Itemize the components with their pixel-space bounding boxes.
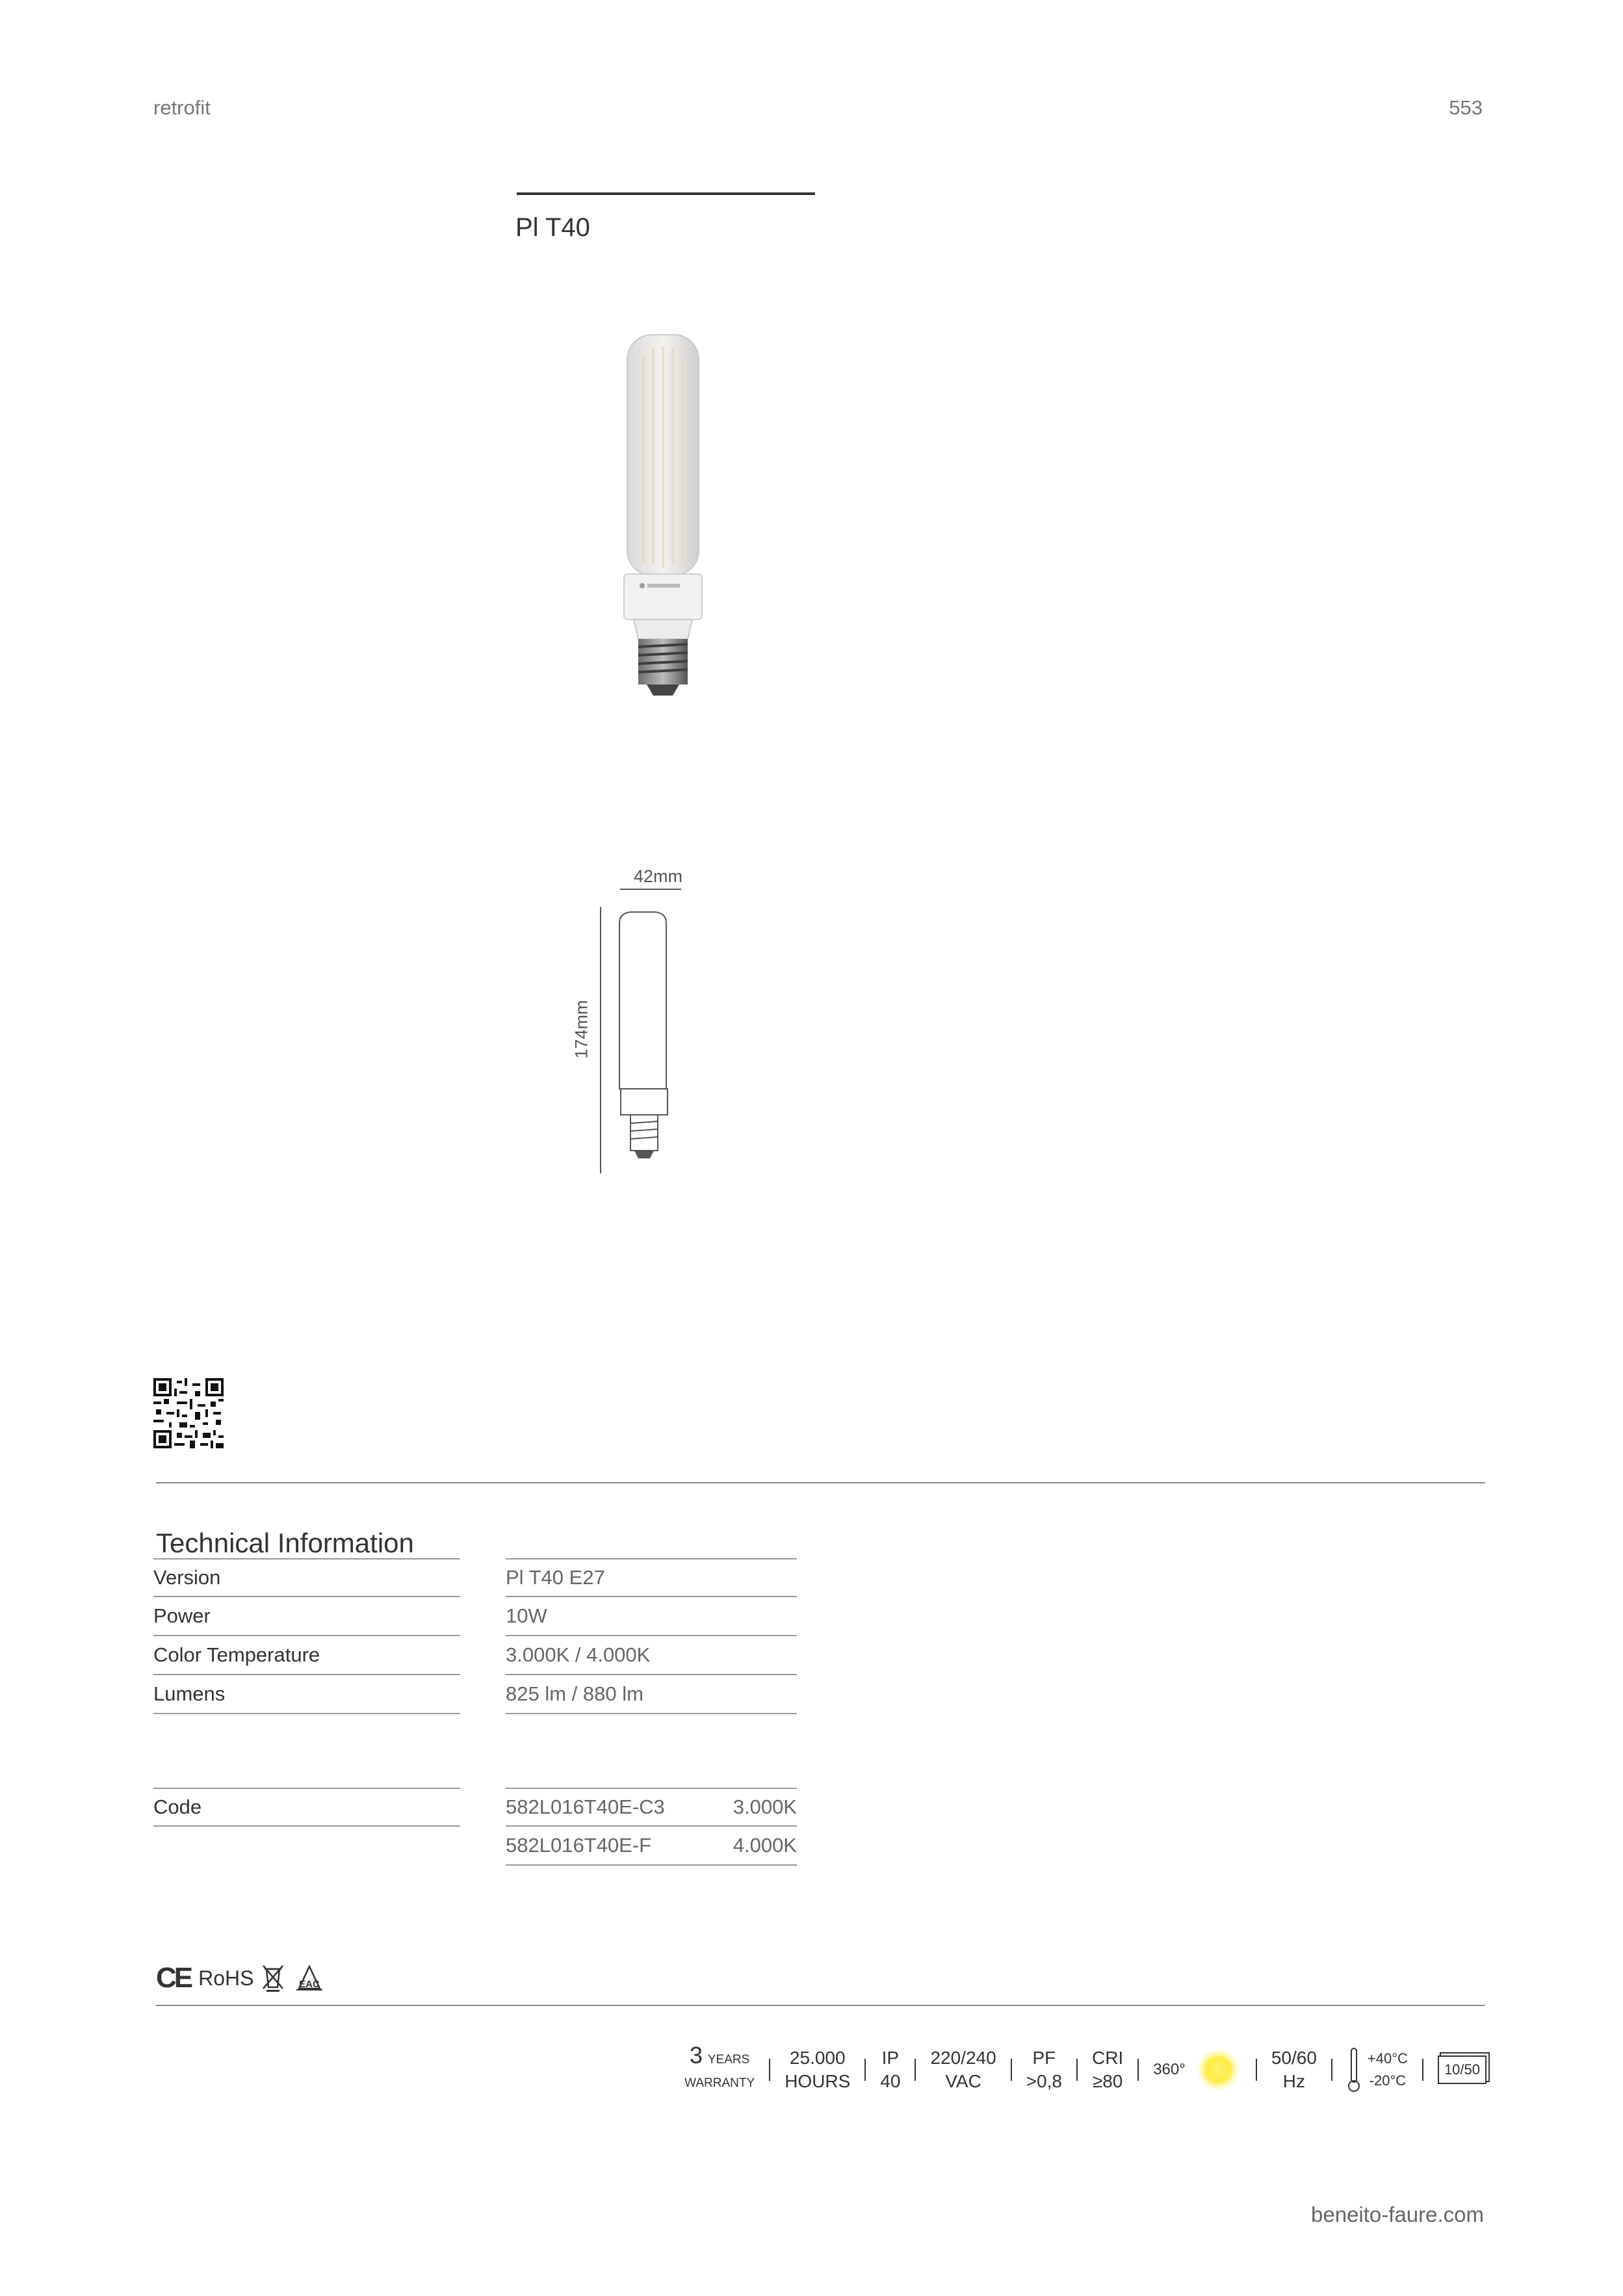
code-label: Code bbox=[153, 1795, 202, 1818]
spec-row bbox=[153, 1636, 460, 1675]
rohs-label: RoHS bbox=[198, 1966, 254, 1990]
code-temperature: 4.000K bbox=[733, 1834, 797, 1857]
product-title: Pl T40 bbox=[515, 213, 590, 242]
warranty-unit: YEARS bbox=[707, 2053, 750, 2067]
ip-label: IP bbox=[881, 2047, 900, 2068]
spec-value: 825 lm / 880 lm bbox=[506, 1682, 643, 1705]
voltage-label: VAC bbox=[945, 2070, 981, 2091]
warranty-spec bbox=[670, 2044, 769, 2095]
title-rule bbox=[517, 192, 815, 195]
temperature-spec bbox=[1332, 2047, 1422, 2093]
thermometer-icon bbox=[1347, 2047, 1361, 2093]
ip-spec bbox=[866, 2046, 915, 2093]
spec-label: Color Temperature bbox=[153, 1643, 320, 1666]
beam-angle: 360° bbox=[1153, 2060, 1186, 2078]
hours-spec bbox=[770, 2046, 864, 2093]
code-values-block bbox=[506, 1788, 797, 1866]
code-label-block bbox=[153, 1788, 460, 1827]
spec-value: 3.000K / 4.000K bbox=[506, 1643, 651, 1666]
spec-row bbox=[506, 1636, 797, 1675]
product-code: 582L016T40E-C3 bbox=[506, 1795, 665, 1818]
code-row bbox=[506, 1827, 797, 1866]
pf-number: >0,8 bbox=[1026, 2070, 1062, 2091]
code-row bbox=[153, 1788, 460, 1827]
spec-value: 10W bbox=[506, 1604, 547, 1627]
spec-row bbox=[153, 1558, 460, 1597]
voltage-number: 220/240 bbox=[930, 2047, 996, 2068]
spec-label: Lumens bbox=[153, 1682, 226, 1705]
spec-row bbox=[506, 1675, 797, 1714]
eac-mark-icon bbox=[292, 1964, 326, 1992]
certifications bbox=[156, 1962, 326, 1994]
frequency-number: 50/60 bbox=[1271, 2047, 1317, 2068]
section-divider bbox=[156, 2005, 1485, 2006]
website-link[interactable]: beneito-faure.com bbox=[1311, 2202, 1484, 2226]
section-label: retrofit bbox=[153, 96, 211, 119]
spec-row bbox=[153, 1675, 460, 1714]
box-icon bbox=[1438, 2055, 1487, 2084]
spec-value: Pl T40 E27 bbox=[506, 1566, 605, 1589]
pf-spec bbox=[1012, 2046, 1076, 2093]
section-divider bbox=[156, 1482, 1485, 1483]
spec-values bbox=[506, 1558, 797, 1714]
frequency-label: Hz bbox=[1282, 2070, 1305, 2091]
code-temperature: 3.000K bbox=[733, 1795, 797, 1818]
spec-row bbox=[506, 1558, 797, 1597]
warranty-number: 3 bbox=[690, 2042, 703, 2068]
dimension-drawing bbox=[598, 884, 702, 1183]
ce-mark-icon: CE bbox=[156, 1962, 191, 1994]
product-code: 582L016T40E-F bbox=[506, 1834, 652, 1857]
spec-label: Power bbox=[153, 1604, 211, 1627]
light-glow-icon bbox=[1195, 2046, 1241, 2093]
pack-spec bbox=[1423, 2055, 1487, 2084]
cri-label: CRI bbox=[1091, 2047, 1124, 2068]
weee-bin-icon bbox=[261, 1964, 285, 1992]
product-photo bbox=[617, 328, 708, 705]
width-dimension-label: 42mm bbox=[634, 867, 683, 886]
code-row bbox=[506, 1788, 797, 1827]
temp-max: +40°C bbox=[1367, 2050, 1408, 2067]
warranty-label: WARRANTY bbox=[684, 2076, 755, 2090]
voltage-spec bbox=[916, 2046, 1010, 2093]
spec-icons-strip bbox=[670, 2044, 1487, 2095]
qr-code[interactable] bbox=[153, 1378, 224, 1448]
spec-label: Version bbox=[153, 1566, 221, 1589]
pf-label: PF bbox=[1032, 2047, 1056, 2068]
spec-labels bbox=[153, 1558, 460, 1714]
page-number: 553 bbox=[1449, 96, 1483, 119]
cri-spec bbox=[1078, 2046, 1137, 2093]
spec-row bbox=[506, 1597, 797, 1636]
height-dimension-label: 174mm bbox=[571, 1000, 591, 1059]
beam-angle-spec bbox=[1139, 2046, 1256, 2093]
technical-title: Technical Information bbox=[156, 1528, 414, 1558]
frequency-spec bbox=[1257, 2046, 1331, 2093]
hours-number: 25.000 bbox=[789, 2047, 846, 2068]
ip-number: 40 bbox=[880, 2070, 901, 2091]
pack-quantity: 10/50 bbox=[1444, 2061, 1480, 2078]
hours-label: HOURS bbox=[785, 2070, 851, 2091]
temp-min: -20°C bbox=[1369, 2072, 1407, 2089]
cri-number: ≥80 bbox=[1092, 2070, 1123, 2091]
svg-text:EAC: EAC bbox=[299, 1979, 320, 1990]
spec-row bbox=[153, 1597, 460, 1636]
